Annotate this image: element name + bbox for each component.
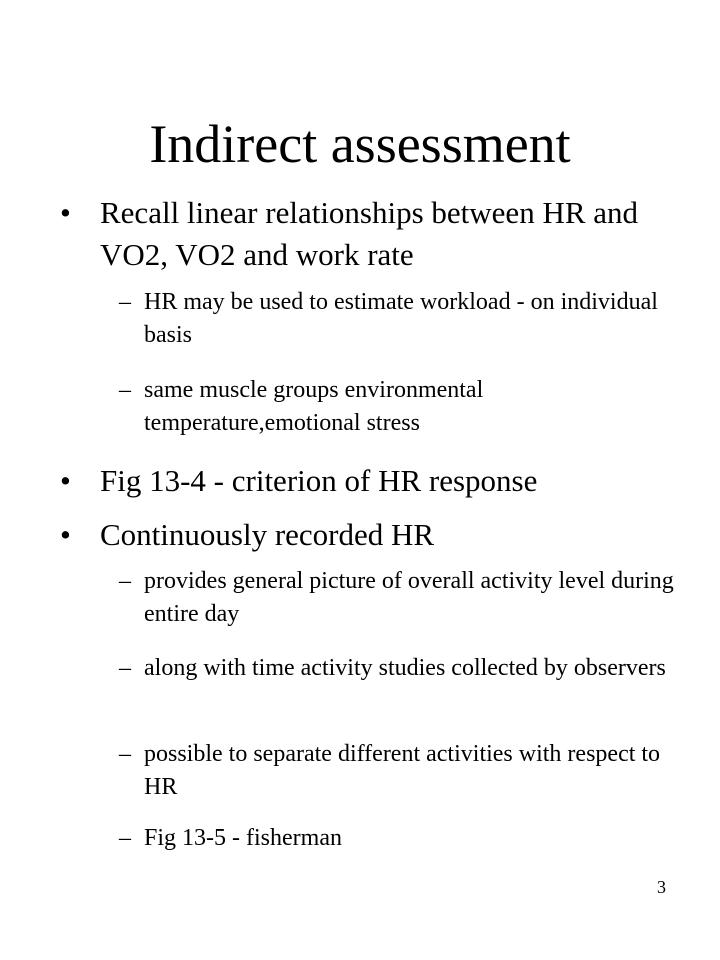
- sub-bullet-text: provides general picture of overall activity level during entire day: [144, 568, 674, 627]
- bullet-text: Recall linear relationships between HR and VO2, VO2 and work rate: [100, 195, 639, 272]
- slide-title: Indirect assessment: [149, 114, 571, 174]
- sub-bullet-marker: –: [119, 741, 131, 767]
- sub-bullet-marker: –: [119, 655, 131, 681]
- sub-bullet-text: Fig 13-5 - fisherman: [144, 825, 342, 851]
- page-number: 3: [657, 877, 666, 897]
- bullet-marker: •: [60, 463, 71, 498]
- sub-bullet-marker: –: [119, 568, 131, 594]
- sub-bullet-text: possible to separate different activities with respect to HR: [144, 741, 661, 800]
- sub-bullet-marker: –: [119, 377, 131, 403]
- sub-bullet-text: HR may be used to estimate workload - on individual basis: [144, 289, 658, 348]
- bullet-marker: •: [60, 195, 71, 230]
- sub-bullet-text: same muscle groups environmental temperature,emotional stress: [144, 377, 484, 436]
- bullet-text: Continuously recorded HR: [100, 517, 435, 552]
- sub-bullet-marker: –: [119, 825, 131, 851]
- bullet-marker: •: [60, 517, 71, 552]
- bullet-text: Fig 13-4 - criterion of HR response: [100, 463, 538, 498]
- sub-bullet-marker: –: [119, 289, 131, 315]
- sub-bullet-text: along with time activity studies collected by observers: [144, 655, 666, 681]
